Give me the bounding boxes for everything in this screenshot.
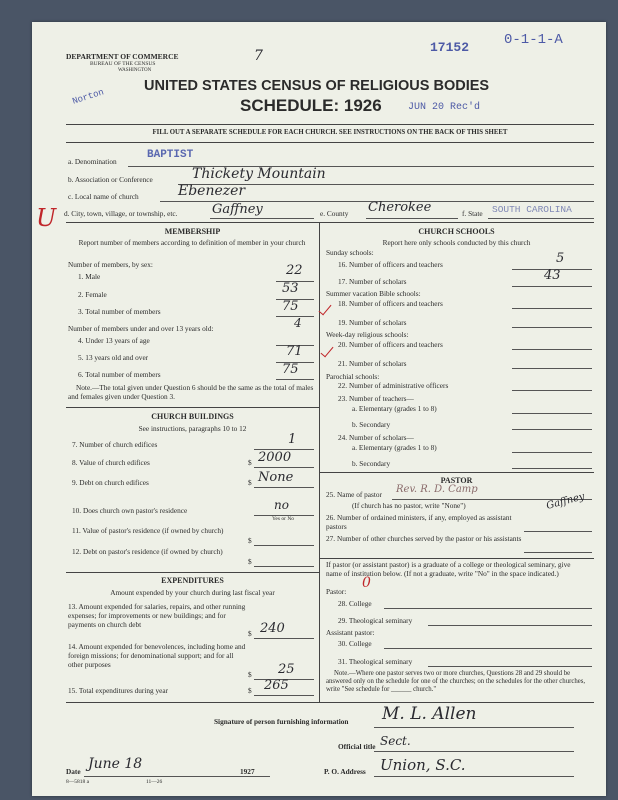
pastor-title: PASTOR <box>440 476 473 485</box>
po-address-label: P. O. Address <box>324 767 366 776</box>
assistant-label: Assistant pastor: <box>326 628 375 637</box>
year-label: 1927 <box>240 767 255 776</box>
signature-value: M. L. Allen <box>382 704 477 724</box>
field-line <box>512 413 592 414</box>
q29-label: 29. Theological seminary <box>338 616 413 625</box>
field-line <box>512 286 592 287</box>
field-line <box>512 452 592 453</box>
date-value: June 18 <box>88 756 143 772</box>
rule <box>66 124 594 125</box>
yes-no-hint: Yes or No <box>272 516 295 522</box>
field-line <box>374 727 574 728</box>
q16-value: 5 <box>556 251 565 266</box>
under-over-value: 4 <box>294 316 302 330</box>
city-label: d. City, town, village, or township, etc. <box>64 209 178 218</box>
membership-note: Note.—The total given under Question 6 should be the same as the total of males and females given under Question 3. <box>68 383 314 401</box>
field-line <box>384 608 592 609</box>
column-divider <box>319 222 320 572</box>
instruction-text: FILL OUT A SEPARATE SCHEDULE FOR EACH CHURCH. SEE INSTRUCTIONS ON THE BACK OF THIS SHEET <box>152 129 508 136</box>
field-line <box>366 218 458 219</box>
q27-label: 27. Number of other churches served by the pastor or his assistants <box>326 534 522 543</box>
city-value: Gaffney <box>212 202 263 217</box>
sunday-label: Sunday schools: <box>326 248 374 257</box>
rule <box>66 407 319 408</box>
q7-label: 7. Number of church edifices <box>72 440 158 449</box>
field-line <box>524 531 592 532</box>
q2-label: 2. Female <box>78 290 107 299</box>
pastor-mark: 0 <box>362 575 371 591</box>
q17-label: 17. Number of scholars <box>338 277 407 286</box>
field-line <box>512 327 592 328</box>
form-date: 11—26 <box>146 779 163 785</box>
q9-value: None <box>258 470 294 485</box>
check-mark <box>319 302 332 316</box>
association-label: b. Association or Conference <box>68 175 153 184</box>
rule <box>66 702 594 703</box>
q8-label: 8. Value of church edifices <box>72 458 150 467</box>
q28-label: 28. College <box>338 599 372 608</box>
summer-label: Summer vacation Bible schools: <box>326 289 421 298</box>
by-sex-label: Number of members, by sex: <box>68 260 153 269</box>
census-schedule-page <box>32 22 606 796</box>
dept-label: DEPARTMENT OF COMMERCE <box>66 52 179 61</box>
membership-sub: Report number of members according to definition of member in your church <box>78 238 306 247</box>
q17-value: 43 <box>544 268 561 283</box>
schools-title: CHURCH SCHOOLS <box>418 227 495 236</box>
q12-label: 12. Debt on pastor's residence (if owned by church) <box>72 547 223 556</box>
county-label: e. County <box>320 209 349 218</box>
buildings-title: CHURCH BUILDINGS <box>151 412 234 421</box>
dollar-sign: $ <box>248 670 252 679</box>
dollar-sign: $ <box>248 458 252 467</box>
page-number: 7 <box>254 48 263 64</box>
check-mark <box>321 344 334 358</box>
association-value: Thickety Mountain <box>192 166 326 182</box>
q30-label: 30. College <box>338 639 372 648</box>
field-line <box>254 487 314 488</box>
q25-note: (If church has no pastor, write "None") <box>352 501 466 510</box>
rule <box>319 558 594 559</box>
field-line <box>428 666 592 667</box>
pastor-town: Gaffney <box>545 491 586 512</box>
membership-title: MEMBERSHIP <box>164 227 221 236</box>
dollar-sign: $ <box>248 478 252 487</box>
field-line <box>512 390 592 391</box>
q3-value: 75 <box>282 299 299 314</box>
date-label: Date <box>66 767 81 776</box>
field-line <box>512 429 592 430</box>
q23b-label: b. Secondary <box>352 420 391 429</box>
q9-label: 9. Debt on church edifices <box>72 478 149 487</box>
q3-label: 3. Total number of members <box>78 307 161 316</box>
dollar-sign: $ <box>248 536 252 545</box>
field-line <box>84 776 270 777</box>
rule <box>66 142 594 143</box>
field-line <box>210 218 314 219</box>
expenditures-sub: Amount expended by your church during last fiscal year <box>110 588 275 597</box>
field-line <box>254 467 314 468</box>
q24-label: 24. Number of scholars— <box>338 433 414 442</box>
q22-label: 22. Number of administrative officers <box>338 381 449 390</box>
q4-label: 4. Under 13 years of age <box>78 336 150 345</box>
field-line <box>276 379 314 380</box>
form-title: UNITED STATES CENSUS OF RELIGIOUS BODIES <box>144 78 490 94</box>
q11-label: 11. Value of pastor's residence (if owned by church) <box>72 526 224 535</box>
field-line <box>254 638 314 639</box>
rule <box>66 572 319 573</box>
q25-label: 25. Name of pastor <box>326 490 382 499</box>
q6-label: 6. Total number of members <box>78 370 161 379</box>
county-value: Cherokee <box>368 200 432 215</box>
q24b-label: b. Secondary <box>352 459 391 468</box>
weekday-label: Week-day religious schools: <box>326 330 409 339</box>
field-line <box>512 368 592 369</box>
q5-label: 5. 13 years old and over <box>78 353 149 362</box>
q2-value: 53 <box>282 281 299 296</box>
q8-value: 2000 <box>258 450 292 465</box>
q19-label: 19. Number of scholars <box>338 318 407 327</box>
q1-value: 22 <box>286 263 303 278</box>
q20-label: 20. Number of officers and teachers <box>338 340 443 349</box>
q10-label: 10. Does church own pastor's residence <box>72 506 188 515</box>
po-address-value: Union, S.C. <box>380 756 466 774</box>
code-stamp: 0-1-1-A <box>504 32 563 48</box>
official-title-label: Official title <box>338 742 376 751</box>
city-label: WASHINGTON <box>118 68 152 73</box>
field-line <box>374 751 574 752</box>
q23-label: 23. Number of teachers— <box>338 394 414 403</box>
denomination-label: a. Denomination <box>68 157 117 166</box>
q7-value: 1 <box>288 432 297 447</box>
dollar-sign: $ <box>248 629 252 638</box>
field-line <box>384 648 592 649</box>
field-line <box>254 566 314 567</box>
pastor-note: Note.—Where one pastor serves two or more churches, Questions 28 and 29 should be answered only on the schedule for one of the churches; on the schedules for the other churches, write "See schedule for ______ church." <box>326 670 586 693</box>
q1-label: 1. Male <box>78 272 101 281</box>
form-number: 8—5818 a <box>66 779 90 785</box>
q6-value: 75 <box>282 362 299 377</box>
field-line <box>488 218 594 219</box>
college-note: If pastor (or assistant pastor) is a graduate of a college or theological seminary, give name of institution below. (If not a graduate, write "No" in the space indicated.) <box>326 560 571 578</box>
norton-stamp: Norton <box>71 87 106 107</box>
q15-value: 265 <box>264 678 289 693</box>
q13-value: 240 <box>260 621 285 636</box>
signature-label: Signature of person furnishing information <box>214 717 349 726</box>
pastor-sub-label: Pastor: <box>326 587 347 596</box>
local-name-value: Ebenezer <box>178 183 246 199</box>
field-line <box>254 695 314 696</box>
rule <box>66 222 594 223</box>
denomination-value: BAPTIST <box>147 149 194 161</box>
buildings-sub: See instructions, paragraphs 10 to 12 <box>138 424 247 433</box>
q26-label: 26. Number of ordained ministers, if any, employed as assistant pastors <box>326 513 512 531</box>
expenditures-title: EXPENDITURES <box>161 576 224 585</box>
q23a-label: a. Elementary (grades 1 to 8) <box>352 404 437 413</box>
field-line <box>374 776 574 777</box>
received-stamp: JUN 20 Rec'd <box>408 102 481 113</box>
column-divider <box>319 572 320 702</box>
field-line <box>254 545 314 546</box>
q15-label: 15. Total expenditures during year <box>68 686 169 695</box>
q21-label: 21. Number of scholars <box>338 359 407 368</box>
local-name-label: c. Local name of church <box>68 192 139 201</box>
q14-value: 25 <box>278 662 295 677</box>
margin-mark: U <box>36 204 57 232</box>
dollar-sign: $ <box>248 557 252 566</box>
rule <box>319 472 594 473</box>
schools-sub: Report here only schools conducted by this church <box>382 238 531 247</box>
schedule-title: SCHEDULE: 1926 <box>240 96 382 115</box>
field-line <box>428 625 592 626</box>
q13-label: 13. Amount expended for salaries, repairs, and other running expenses; for improvements or new buildings; and for payments on church debt <box>68 602 246 629</box>
q10-value: no <box>274 498 289 512</box>
parochial-label: Parochial schools: <box>326 372 380 381</box>
q14-label: 14. Amount expended for benevolences, including home and foreign missions; for denominational support; and for all other purposes <box>68 642 246 669</box>
pastor-name: Rev. R. D. Camp <box>396 484 478 495</box>
official-title-value: Sect. <box>380 734 411 748</box>
bureau-label: BUREAU OF THE CENSUS <box>90 61 156 67</box>
state-label: f. State <box>462 209 483 218</box>
dollar-sign: $ <box>248 686 252 695</box>
q16-label: 16. Number of officers and teachers <box>338 260 443 269</box>
q31-label: 31. Theological seminary <box>338 657 413 666</box>
field-line <box>512 308 592 309</box>
state-value: SOUTH CAROLINA <box>492 204 572 215</box>
q5-value: 71 <box>286 344 303 359</box>
field-line <box>512 468 592 469</box>
field-line <box>512 349 592 350</box>
q18-label: 18. Number of officers and teachers <box>338 299 443 308</box>
serial-number: 17152 <box>430 40 470 55</box>
field-line <box>524 552 592 553</box>
q24a-label: a. Elementary (grades 1 to 8) <box>352 443 437 452</box>
under-over-label: Number of members under and over 13 years old: <box>68 324 214 333</box>
